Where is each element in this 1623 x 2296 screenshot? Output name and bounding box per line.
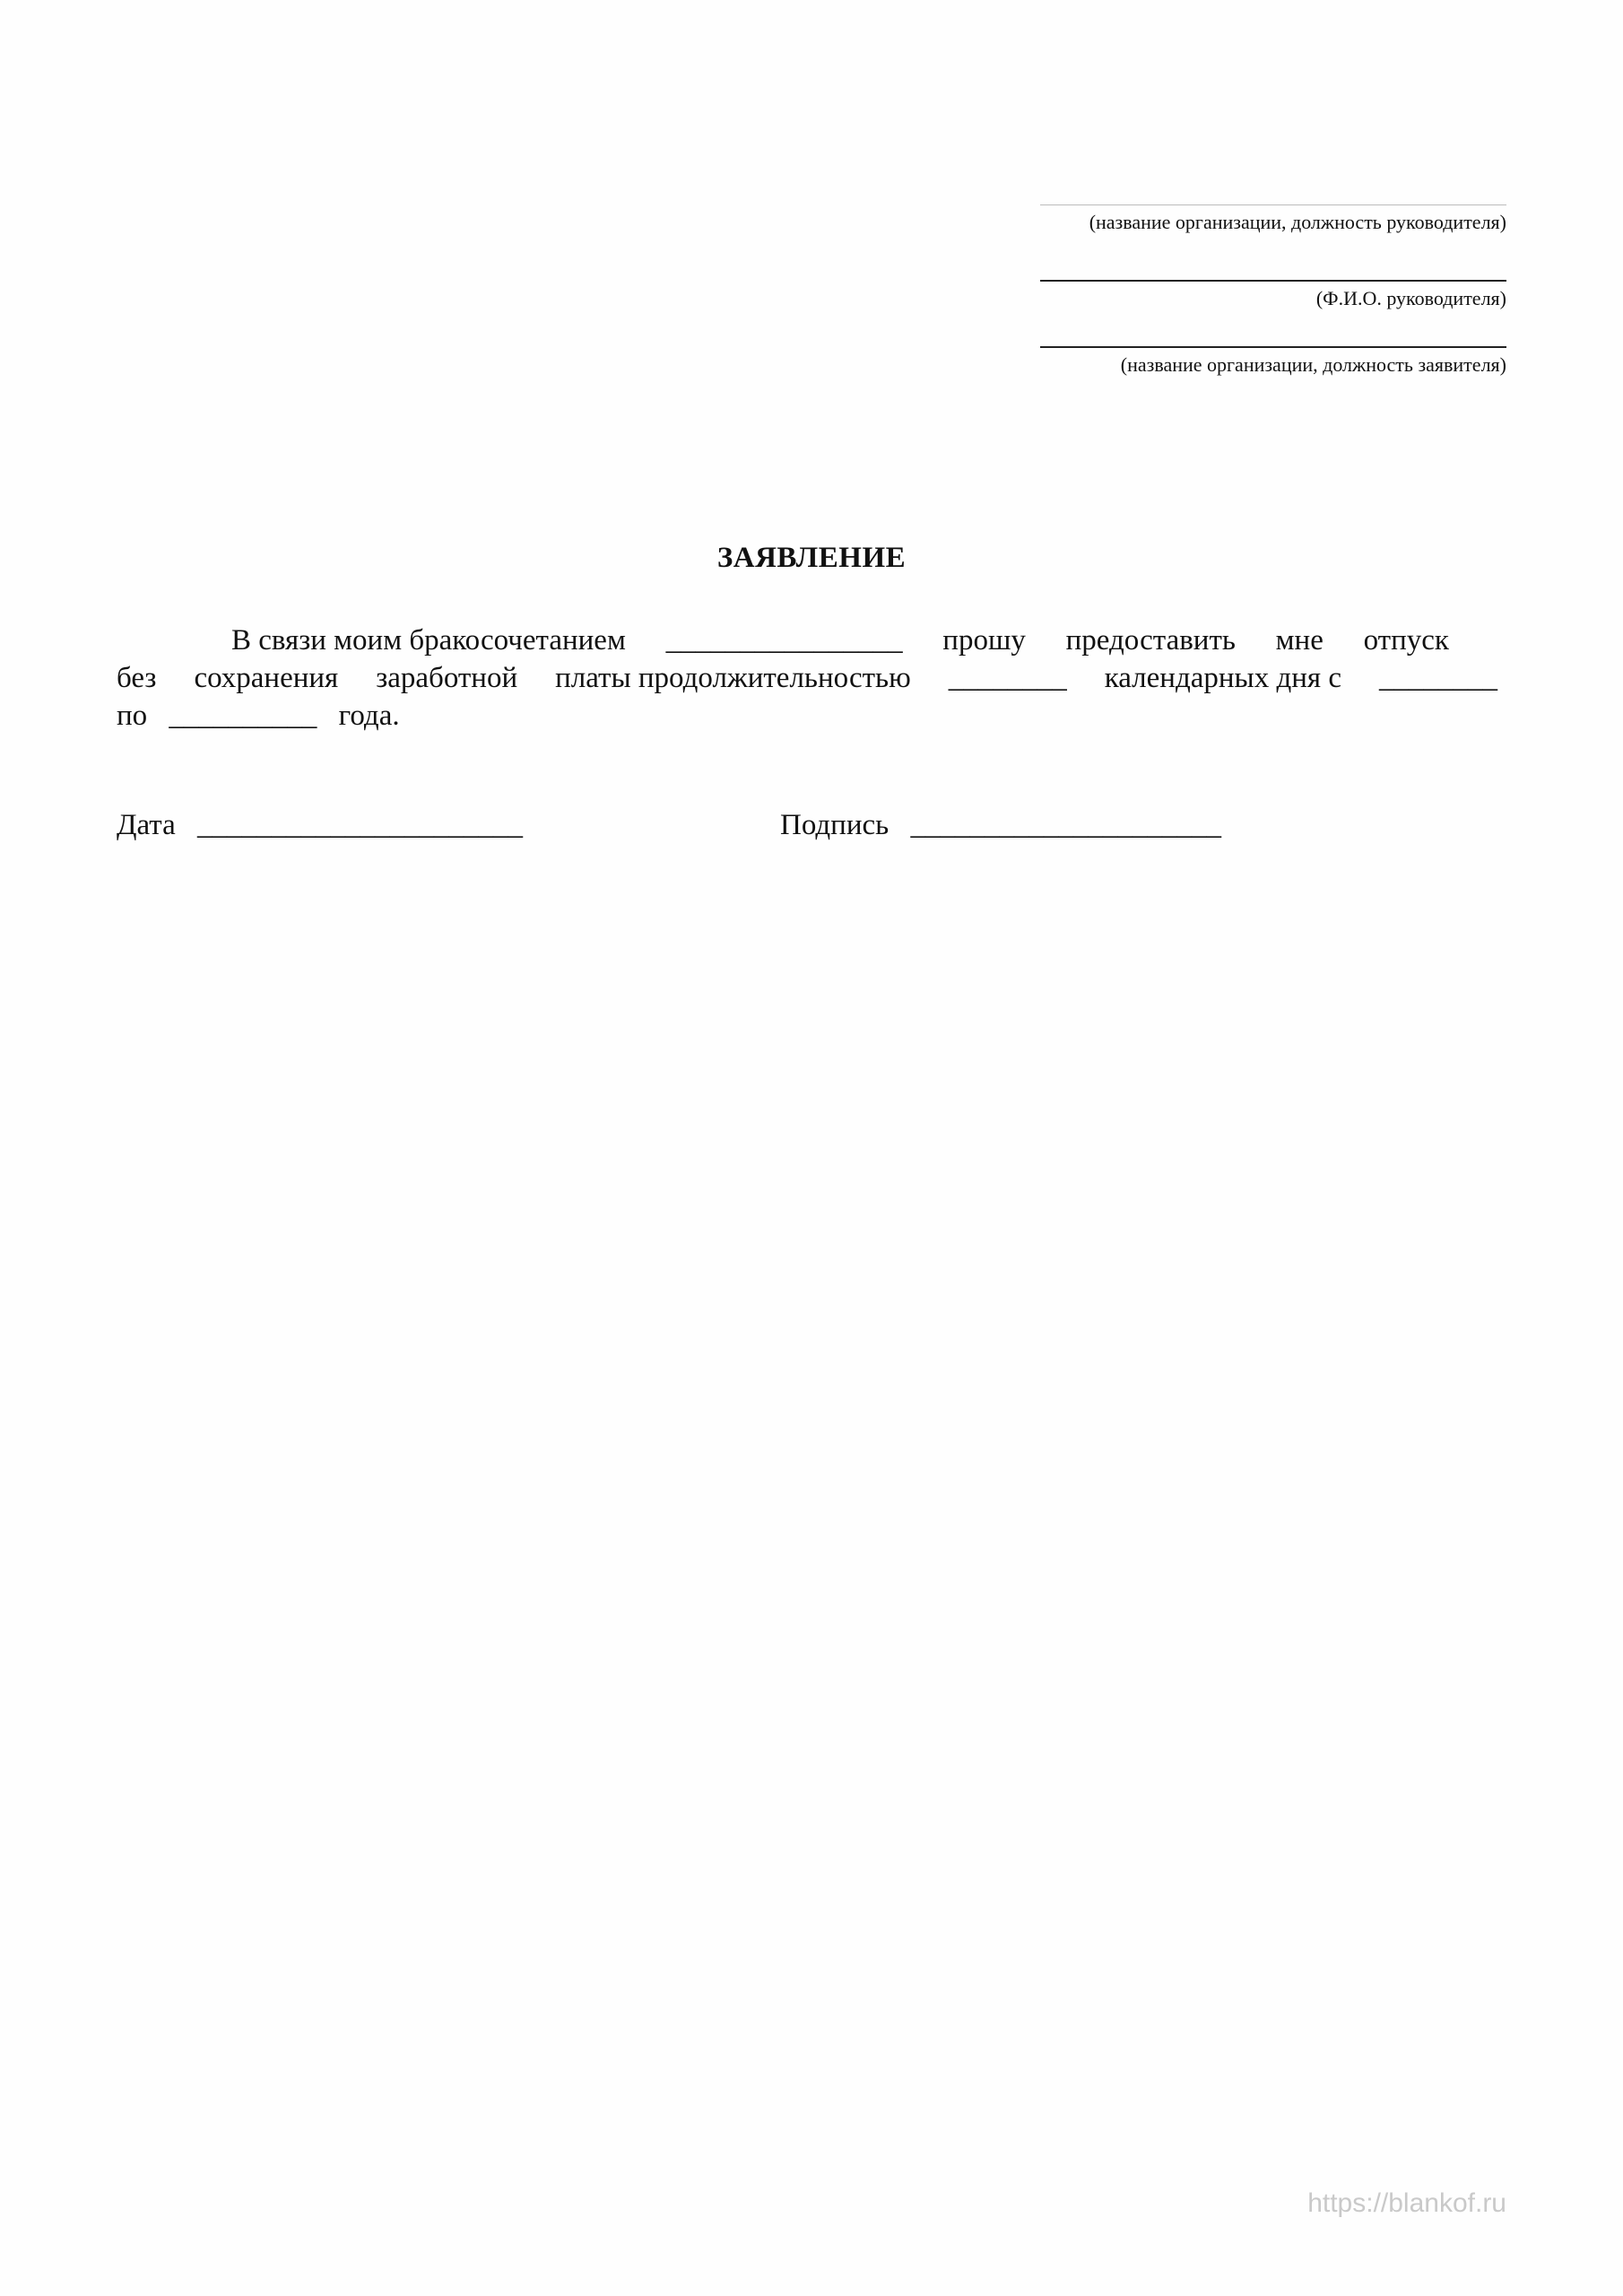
org-manager-line[interactable]: [1040, 204, 1506, 205]
line2-text-days-from: календарных дня с: [1104, 662, 1341, 694]
body-line-2: [117, 660, 1497, 696]
header-org-manager: [1040, 204, 1506, 234]
line1-word-grant: предоставить: [1065, 624, 1236, 657]
line3-word-year: года.: [338, 700, 400, 732]
line2-word-keeping: сохранения: [194, 662, 339, 694]
signature-group: [780, 807, 1236, 843]
marriage-date-blank[interactable]: ________________: [665, 624, 903, 657]
line3-word-until: по: [117, 700, 148, 732]
org-applicant-caption: (название организации, должность заявителя): [1120, 353, 1506, 376]
days-count-blank[interactable]: ________: [948, 662, 1067, 694]
signature-blank[interactable]: _____________________: [910, 809, 1221, 841]
line1-word-leave: отпуск: [1363, 624, 1449, 657]
line2-word-without: без: [117, 662, 157, 694]
body-line-3: [117, 698, 1497, 734]
manager-name-caption: (Ф.И.О. руководителя): [1315, 287, 1506, 309]
line2-word-wage: заработной: [376, 662, 518, 694]
date-blank[interactable]: ______________________: [197, 809, 524, 841]
manager-name-line[interactable]: [1040, 280, 1506, 282]
end-date-blank[interactable]: __________: [169, 700, 317, 732]
line1-text: В связи моим бракосочетанием: [231, 624, 626, 657]
org-applicant-line[interactable]: [1040, 346, 1506, 348]
org-manager-caption: (название организации, должность руководителя): [1089, 211, 1506, 233]
header-org-applicant: [1040, 346, 1506, 377]
line1-word-ask: прошу: [942, 624, 1026, 657]
line2-text-duration: платы продолжительностью: [555, 662, 911, 694]
date-group: [117, 807, 537, 843]
start-date-blank[interactable]: ________: [1378, 662, 1497, 694]
date-label: Дата: [117, 809, 176, 841]
watermark-link[interactable]: https://blankof.ru: [1307, 2188, 1506, 2218]
signature-label: Подпись: [780, 809, 890, 841]
line1-word-me: мне: [1275, 624, 1324, 657]
body-line-1: [231, 622, 1449, 658]
header-manager-name: [1040, 280, 1506, 310]
document-title: ЗАЯВЛЕНИЕ: [716, 542, 907, 574]
